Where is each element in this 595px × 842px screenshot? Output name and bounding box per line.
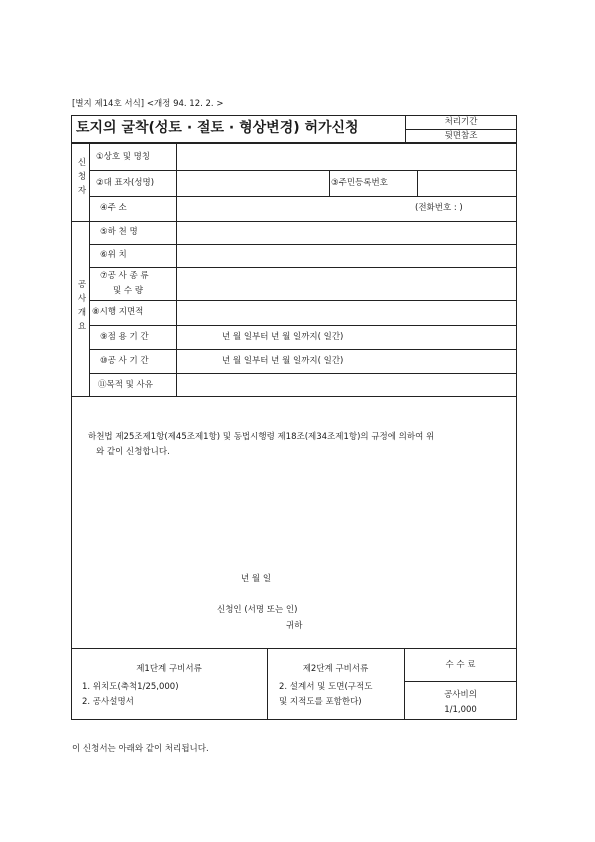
address-label: ④주 소: [100, 203, 127, 213]
purpose-label: ⑪목적 및 사유: [98, 380, 153, 390]
date-line[interactable]: 년 월 일: [241, 574, 272, 584]
fee-value: 공사비의: [444, 690, 477, 700]
stage1-doc-item: 1. 위치도(축척1/25,000): [82, 682, 179, 692]
stage2-doc-item: 2. 설계서 및 도면(구적도: [279, 682, 373, 692]
statement-text: 하천법 제25조제1항(제45조제1항) 및 동법시행령 제18조(제34조제1항)의 규정에 의하여 위: [88, 432, 435, 442]
applicant-section-label: 신 청 자: [77, 158, 87, 196]
footer-note: 이 신청서는 아래와 같이 처리됩니다.: [72, 744, 209, 754]
rrn-label: ③주민등록번호: [331, 178, 388, 188]
processing-label: 처리기간: [444, 117, 478, 127]
work-type-label: ⑦공 사 종 류: [100, 271, 149, 281]
statement-text-cont: 와 같이 신청합니다.: [96, 447, 170, 457]
work-section-label: 공 사 개 요: [77, 280, 87, 332]
location-label: ⑥위 치: [100, 250, 127, 260]
addressee: 귀하: [286, 621, 303, 631]
construction-period-label: ⑩공 사 기 간: [100, 356, 149, 366]
work-type-field[interactable]: [178, 270, 514, 298]
rrn-field[interactable]: [419, 172, 514, 194]
fee-value-rate: 1/1,000: [444, 705, 477, 715]
occupancy-period-label: ⑨점 용 기 간: [100, 332, 149, 342]
company-name-label: ①상호 및 명칭: [96, 152, 151, 162]
representative-label: ②대 표자(성명): [96, 178, 155, 188]
page-title: 토지의 굴착(성토 · 절토 · 형상변경) 허가신청: [76, 120, 359, 136]
address-field[interactable]: [178, 198, 408, 219]
phone-label: (전화번호 : ): [415, 203, 463, 213]
representative-field[interactable]: [178, 172, 326, 194]
stage1-doc-item: 2. 공사설명서: [82, 697, 134, 707]
purpose-field[interactable]: [178, 376, 514, 394]
fee-title: 수 수 료: [445, 660, 476, 670]
stage2-docs-title: 제2단계 구비서류: [302, 664, 369, 674]
area-label: ⑧시행 지면적: [92, 307, 144, 317]
river-name-label: ⑤하 천 명: [100, 227, 138, 237]
construction-period-text[interactable]: 년 월 일부터 년 월 일까지( 일간): [222, 356, 344, 366]
form-header: [별지 제14호 서식] <개정 94. 12. 2. >: [72, 99, 224, 109]
location-field[interactable]: [178, 247, 514, 266]
stage2-doc-item: 및 지적도를 포함한다): [279, 697, 362, 707]
area-field[interactable]: [178, 303, 514, 323]
occupancy-period-text[interactable]: 년 월 일부터 년 월 일까지( 일간): [222, 332, 344, 342]
river-name-field[interactable]: [178, 224, 514, 243]
stage1-docs-title: 제1단계 구비서류: [136, 664, 202, 674]
processing-value: 뒷면참조: [444, 131, 478, 141]
company-name-field[interactable]: [178, 146, 514, 168]
work-quantity-label: 및 수 량: [113, 286, 144, 296]
signer-line[interactable]: 신청인 (서명 또는 인): [217, 605, 298, 615]
